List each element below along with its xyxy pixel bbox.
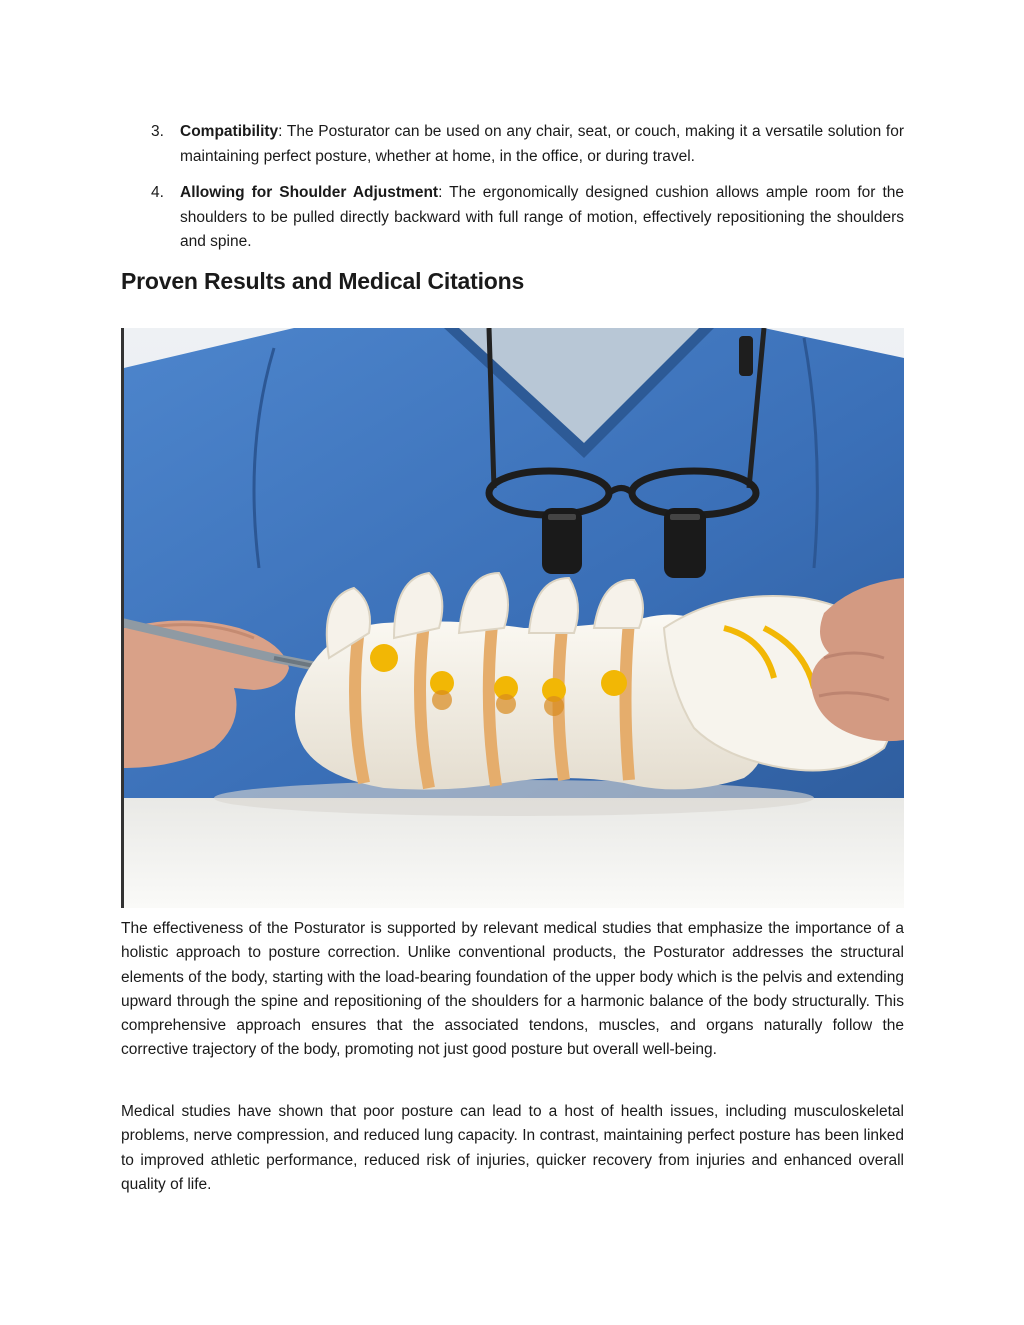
disc — [489, 625, 496, 786]
list-item — [121, 181, 904, 255]
paragraph: The effectiveness of the Posturator is supported by relevant medical studies that emphasize the importance of a holistic approach to posture correction. Unlike conventional products, the Posturator addresses the structural elements of the body, starting with the load-bearing foundation of the upper body which is the pelvis and extending upward through the spine and repositioning of the shoulders for a harmonic balance of the body structurally. This comprehensive approach ensures that the associated tendons, muscles, and organs naturally follow the corrective trajectory of the body, promoting not just good posture but overall well-being. — [121, 920, 904, 1059]
spine-model-illustration — [124, 328, 904, 908]
strap-clip — [739, 336, 753, 376]
nerve-root — [601, 670, 627, 696]
list-term: Compatibility — [180, 123, 279, 140]
nerve-root — [370, 644, 398, 672]
spine-model-photo — [121, 328, 904, 908]
list-text: : The Posturator can be used on any chair, seat, or couch, making it a versatile solution for maintaining perfect posture, whether at home, in the office, or during travel. — [180, 123, 904, 165]
list-number: 3. — [151, 123, 164, 140]
model-shadow — [214, 780, 814, 816]
list-text: : The ergonomically designed cushion allows ample room for the shoulders to be pulled directly backward with full range of motion, effectively repositioning the shoulders and spine. — [180, 184, 904, 250]
paragraph: Medical studies have shown that poor posture can lead to a host of health issues, including musculoskeletal problems, nerve compression, and reduced lung capacity. In contrast, maintaining perfect posture has been linked to improved athletic performance, reduced risk of injuries, quicker recovery from injuries and enhanced overall quality of life. — [121, 1103, 904, 1193]
list-term: Allowing for Shoulder Adjustment — [180, 184, 439, 201]
list-item — [121, 120, 904, 169]
feature-list — [121, 120, 904, 267]
disc — [626, 622, 630, 780]
list-number: 4. — [151, 184, 164, 201]
section-heading: Proven Results and Medical Citations — [121, 268, 525, 294]
